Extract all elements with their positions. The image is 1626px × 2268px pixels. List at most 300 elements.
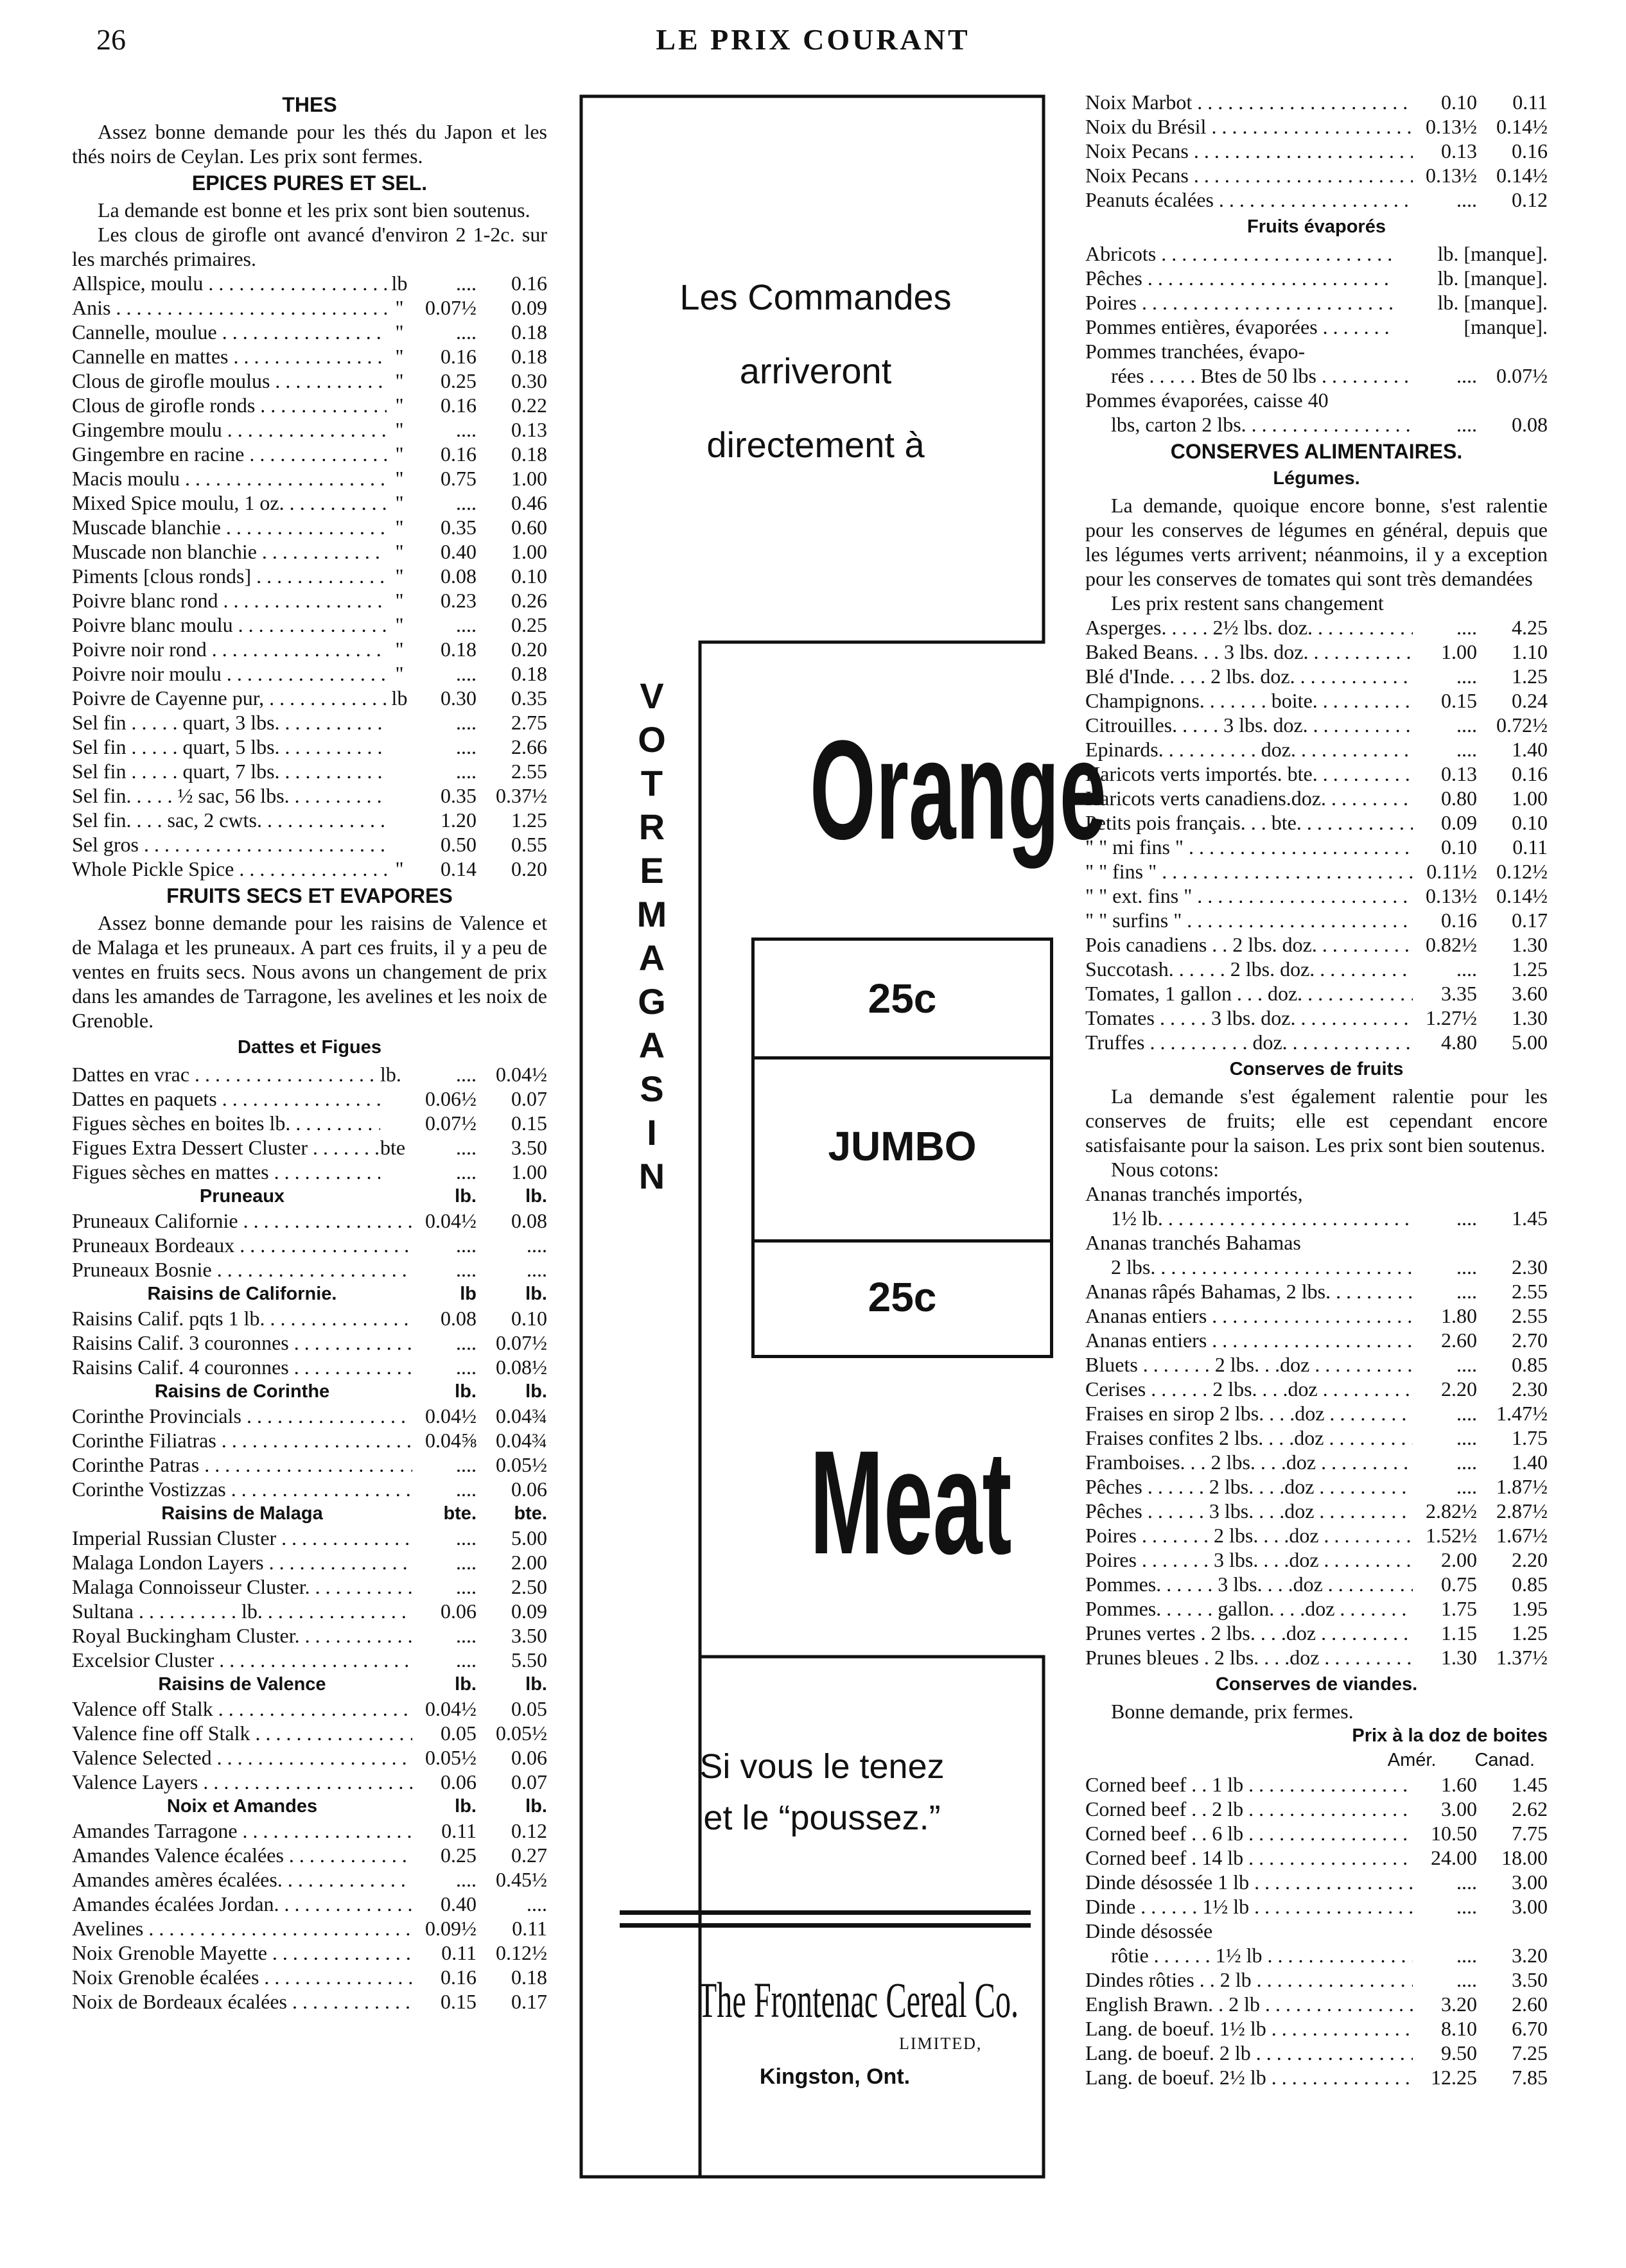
- price-value: 8.10: [1441, 2017, 1477, 2040]
- unit: lb: [391, 686, 408, 710]
- price-value: 1.00: [1512, 787, 1548, 810]
- price-value: 0.37½: [496, 784, 547, 807]
- price-value: 0.85: [1512, 1573, 1548, 1596]
- price-row: [1085, 1845, 1548, 1870]
- price-value: ....: [456, 662, 476, 685]
- item-name: Noix Pecans . . .: [1085, 163, 1413, 188]
- price-list: [1085, 1967, 1548, 2089]
- ad-rule: [620, 1910, 1031, 1915]
- price-list: [1085, 1772, 1548, 1919]
- price-row: [1085, 1894, 1548, 1919]
- item-name: Figues sèches en mattes . . .: [72, 1160, 380, 1184]
- item-name: Pommes entières, évaporées . . .: [1085, 315, 1394, 339]
- price-value: 0.25: [511, 613, 547, 636]
- price-value: 2.55: [1512, 1280, 1548, 1303]
- price-value: 1.30: [1441, 1646, 1477, 1669]
- price-line: Dinde désossée: [1085, 1919, 1213, 1942]
- price-row: [1085, 1523, 1548, 1548]
- price-value: 4.80: [1441, 1031, 1477, 1054]
- price-value: 0.27: [511, 1844, 547, 1867]
- section-text: Bonne demande, prix fermes.: [1111, 1700, 1354, 1723]
- item-name: Whole Pickle Spice . . .: [72, 857, 387, 881]
- section-text: La demande, quoique encore bonne, s'est ralentie pour les conserves de légumes en général, depuis que les légumes verts arrivent; néanmoins, il y a exception pour les conserves de tomates qui sont très demandées: [1085, 494, 1548, 590]
- price-value: ....: [1456, 616, 1477, 639]
- item-name: Framboises. . . 2 lbs. . . .doz . . .: [1085, 1450, 1413, 1474]
- price-value: 0.16: [511, 272, 547, 295]
- price-value: ....: [456, 1868, 476, 1891]
- item-name: Pruneaux Bordeaux . . .: [72, 1233, 412, 1257]
- unit: ": [395, 491, 404, 514]
- price-value: 0.16: [441, 345, 476, 368]
- price-row: rées . . . . . Btes de 50 lbs . . . .... 0.07½: [1085, 363, 1548, 388]
- price-value: 7.75: [1512, 1822, 1548, 1845]
- price-value: 1.25: [511, 808, 547, 832]
- price-value: 0.10: [511, 564, 547, 588]
- price-value: ....: [456, 491, 476, 514]
- price-value: 1.75: [1512, 1426, 1548, 1449]
- item-name: Imperial Russian Cluster . . .: [72, 1526, 412, 1550]
- ad-vertical-letter: E: [640, 850, 664, 891]
- price-value: 2.87½: [1496, 1499, 1548, 1522]
- unit: ": [395, 296, 404, 319]
- item-name: Haricots verts canadiens.doz. . . .: [1085, 786, 1413, 810]
- price-value: 0.12: [511, 1819, 547, 1842]
- price-row: [1085, 1499, 1548, 1523]
- price-value: ....: [456, 1648, 476, 1671]
- page-number: 26: [96, 23, 126, 56]
- item-name: Lang. de boeuf. 2½ lb . . .: [1085, 2065, 1413, 2089]
- price-value: 2.30: [1512, 1377, 1548, 1400]
- item-name: Anis . . .: [72, 295, 387, 320]
- price-value: 2.70: [1512, 1329, 1548, 1352]
- price-list: [1085, 90, 1548, 212]
- price-value: 1.40: [1512, 1451, 1548, 1474]
- item-name: Petits pois français. . . bte. . . .: [1085, 810, 1413, 835]
- price-row: [1085, 1645, 1548, 1670]
- price-value: ....: [1456, 188, 1477, 211]
- item-name: Truffes . . . . . . . . . . doz. . . .: [1085, 1030, 1413, 1054]
- item-name: Pommes. . . . . . gallon. . . .doz . . .: [1085, 1596, 1413, 1621]
- item-name: Corinthe Vostizzas . . .: [72, 1477, 412, 1501]
- price-value: 1.25: [1512, 665, 1548, 688]
- price-value: 1.52½: [1426, 1524, 1477, 1547]
- item-name: Corinthe Patras . . .: [72, 1452, 412, 1477]
- price-value: 1.75: [1441, 1597, 1477, 1620]
- price-value: 0.46: [511, 491, 547, 514]
- ad-tagline-2: et le “poussez.”: [703, 1799, 941, 1837]
- price-row: [1085, 2041, 1548, 2065]
- price-value: 2.20: [1512, 1548, 1548, 1571]
- price-value: 0.13: [1441, 762, 1477, 785]
- item-name: Gingembre moulu . . .: [72, 417, 387, 442]
- price-row: [1085, 1304, 1548, 1328]
- price-value: 0.10: [511, 1307, 547, 1330]
- price-value: 0.18: [441, 638, 476, 661]
- price-value: 1.67½: [1496, 1524, 1548, 1547]
- price-value: ....: [1456, 1280, 1477, 1303]
- price-value: 0.35: [511, 686, 547, 710]
- price-value: ....: [456, 735, 476, 758]
- price-value: 0.23: [441, 589, 476, 612]
- item-name: Pêches . . .: [1085, 266, 1394, 290]
- price-value: 12.25: [1431, 2066, 1477, 2089]
- item-name: Noix Marbot . . .: [1085, 90, 1413, 114]
- ad-company-name: The Frontenac Cereal Co.: [697, 1972, 1019, 2028]
- price-row: [1085, 1352, 1548, 1377]
- price-value: 0.13: [511, 418, 547, 441]
- item-name: Poivre noir rond . . .: [72, 637, 387, 661]
- price-value: 0.24: [1512, 689, 1548, 712]
- item-name: Baked Beans. . . 3 lbs. doz. . . .: [1085, 640, 1413, 664]
- price-row: [1085, 713, 1548, 737]
- price-value: 0.14½: [1496, 884, 1548, 907]
- item-name: Piments [clous ronds] . . .: [72, 564, 387, 588]
- price-value: 1.60: [1441, 1773, 1477, 1796]
- price-value: 1.00: [511, 1160, 547, 1183]
- item-name: Dattes en vrac . . .: [72, 1062, 380, 1086]
- price-value: 3.00: [1441, 1797, 1477, 1820]
- price-value: 0.75: [441, 467, 476, 490]
- subsection-heading: Raisins de Malaga bte. bte.: [161, 1503, 547, 1524]
- price-value: 2.20: [1441, 1377, 1477, 1400]
- price-value: ....: [456, 1453, 476, 1476]
- price-row: [1085, 1797, 1548, 1821]
- price-value: 0.18: [511, 345, 547, 368]
- price-value: 1.95: [1512, 1597, 1548, 1620]
- item-name: Malaga London Layers . . .: [72, 1550, 412, 1575]
- item-name: Figues sèches en boites lb. . . .: [72, 1111, 380, 1135]
- price-row: [1085, 290, 1548, 315]
- price-value: ....: [456, 1234, 476, 1257]
- price-value: 0.12½: [496, 1941, 547, 1964]
- price-value: 0.09: [511, 1600, 547, 1623]
- price-value: ....: [1456, 738, 1477, 761]
- price-row: [1085, 908, 1548, 932]
- ad-vertical-letter: N: [638, 1156, 665, 1196]
- section-heading: CONSERVES ALIMENTAIRES.: [1170, 440, 1463, 463]
- price-value: ....: [1456, 1353, 1477, 1376]
- price-value: 2.60: [1512, 1993, 1548, 2016]
- price-value: ....: [456, 1624, 476, 1647]
- price-value: lb. [manque].: [1437, 291, 1548, 314]
- price-value: 0.17: [1512, 909, 1548, 932]
- price-value: 2.00: [1441, 1548, 1477, 1571]
- price-value: 0.72½: [1496, 713, 1548, 737]
- item-name: Macis moulu . . .: [72, 466, 387, 491]
- item-name: Muscade non blanchie . . .: [72, 539, 387, 564]
- item-name: Noix Pecans . . .: [1085, 139, 1413, 163]
- price-value: ....: [1456, 1968, 1477, 1991]
- price-row: 2 lbs. . . . .... 2.30: [1085, 1255, 1548, 1279]
- price-value: 0.40: [441, 1892, 476, 1915]
- price-value: 1.15: [1441, 1621, 1477, 1644]
- item-name: Sel fin. . . . sac, 2 cwts. . . .: [72, 808, 387, 832]
- price-value: 2.55: [511, 760, 547, 783]
- price-value: 0.06½: [425, 1087, 476, 1110]
- unit: ": [395, 638, 404, 661]
- price-row: [1085, 2016, 1548, 2041]
- item-name: " " surfins " . . .: [1085, 908, 1413, 932]
- price-value: 0.14: [441, 857, 476, 880]
- price-row: [1085, 737, 1548, 762]
- price-row: [1085, 640, 1548, 664]
- item-name: Lang. de boeuf. 1½ lb . . .: [1085, 2016, 1413, 2041]
- unit: ": [395, 369, 404, 392]
- price-row: [1085, 114, 1548, 139]
- price-value: 0.05: [441, 1722, 476, 1745]
- price-value: ....: [1456, 1451, 1477, 1474]
- ad-line-2: arriveront: [739, 351, 892, 391]
- price-list: [1085, 241, 1548, 339]
- unit: ": [395, 540, 404, 563]
- unit: bte: [380, 1136, 406, 1159]
- price-value: 0.20: [511, 857, 547, 880]
- price-value: 0.35: [441, 516, 476, 539]
- price-value: 1.00: [511, 467, 547, 490]
- item-name: " " ext. fins " . . .: [1085, 884, 1413, 908]
- item-name: Blé d'Inde. . . . 2 lbs. doz. . . .: [1085, 664, 1413, 688]
- ad-line-3: directement à: [706, 424, 925, 465]
- price-row: [1085, 762, 1548, 786]
- price-row: [1085, 688, 1548, 713]
- ad-vertical-letter: M: [636, 894, 667, 934]
- price-line: Pommes tranchées, évapo-: [1085, 340, 1306, 363]
- item-name: Haricots verts importés. bte. . . .: [1085, 762, 1413, 786]
- price-value: 1.25: [1512, 1621, 1548, 1644]
- price-value: 1.00: [511, 540, 547, 563]
- ad-vertical-letter: V: [640, 676, 664, 716]
- unit: ": [395, 564, 404, 588]
- price-value: ....: [456, 613, 476, 636]
- price-value: ....: [1456, 665, 1477, 688]
- section-text: Les prix restent sans changement: [1111, 591, 1384, 615]
- subsection-heading: Conserves de viandes.: [1215, 1674, 1418, 1695]
- price-value: ....: [1456, 1402, 1477, 1425]
- price-value: 1.25: [1512, 957, 1548, 981]
- price-value: 0.11: [441, 1941, 476, 1964]
- price-value: 1.80: [1441, 1304, 1477, 1327]
- price-row: [1085, 188, 1548, 212]
- price-value: 3.00: [1512, 1871, 1548, 1894]
- price-value: 5.00: [1512, 1031, 1548, 1054]
- item-name: Corned beef . . 2 lb . . .: [1085, 1797, 1413, 1821]
- price-value: 0.06: [441, 1770, 476, 1793]
- price-value: 5.00: [511, 1526, 547, 1549]
- item-name: Cannelle en mattes . . .: [72, 344, 387, 369]
- price-value: 0.04½: [425, 1209, 476, 1232]
- item-name: Corinthe Provincials . . .: [72, 1404, 412, 1428]
- ad-vertical-letter: O: [638, 719, 666, 760]
- item-name: Raisins Calif. pqts 1 lb. . . .: [72, 1306, 412, 1330]
- price-value: 0.18: [511, 442, 547, 466]
- item-name: Noix Grenoble Mayette . . .: [72, 1941, 412, 1965]
- price-value: 3.00: [1512, 1895, 1548, 1918]
- ad-vertical-letter: I: [647, 1112, 657, 1153]
- unit: ": [395, 662, 404, 685]
- price-row: rôtie . . . . . . 1½ lb . . . .... 3.20: [1085, 1943, 1548, 1967]
- price-value: 1.37½: [1496, 1646, 1548, 1669]
- item-name: Noix Grenoble écalées . . .: [72, 1965, 412, 1989]
- price-value: 0.07: [511, 1087, 547, 1110]
- price-value: ....: [456, 1331, 476, 1354]
- section-text: La demande s'est également ralentie pour les conserves de fruits; elle est cependant encore satisfaisante pour la saison. Les prix sont bien soutenus.: [1085, 1085, 1548, 1156]
- item-name: Bluets . . . . . . . 2 lbs. . .doz . . .: [1085, 1352, 1413, 1377]
- price-value: ....: [456, 1356, 476, 1379]
- price-value: ....: [1456, 1895, 1477, 1918]
- item-name: Peanuts écalées . . .: [1085, 188, 1413, 212]
- ad-vertical-letter: G: [638, 981, 666, 1022]
- price-value: 9.50: [1441, 2041, 1477, 2064]
- item-name: Allspice, moulu . . .: [72, 271, 387, 295]
- price-value: ....: [1456, 1871, 1477, 1894]
- item-name: Dindes rôties . . 2 lb . . .: [1085, 1967, 1413, 1992]
- right-column: [1085, 90, 1548, 2089]
- item-name: Corinthe Filiatras . . .: [72, 1428, 412, 1452]
- ad-vertical-text: [633, 674, 671, 1198]
- item-name: Pruneaux Californie . . .: [72, 1208, 412, 1233]
- price-value: 0.08½: [496, 1356, 547, 1379]
- price-value: 0.05½: [496, 1722, 547, 1745]
- item-name: Valence off Stalk . . .: [72, 1697, 412, 1721]
- item-name: Valence Selected . . .: [72, 1745, 412, 1770]
- price-row: [1085, 884, 1548, 908]
- price-line: Ananas tranchés Bahamas: [1085, 1231, 1301, 1254]
- item-name: " " fins " . . .: [1085, 859, 1413, 884]
- price-value: 0.04½: [425, 1404, 476, 1427]
- price-value: 0.07: [511, 1770, 547, 1793]
- item-name: Poivre de Cayenne pur, . . .: [72, 686, 387, 710]
- price-value: 0.45½: [496, 1868, 547, 1891]
- price-value: 0.16: [441, 442, 476, 466]
- item-name: Pêches . . . . . . 2 lbs. . . .doz . . .: [1085, 1474, 1413, 1499]
- unit: ": [395, 320, 404, 344]
- price-value: 0.30: [441, 686, 476, 710]
- unit: ": [395, 394, 404, 417]
- ad-vertical-letter: R: [638, 807, 665, 847]
- price-value: ....: [1456, 957, 1477, 981]
- item-name: Pommes. . . . . . 3 lbs. . . .doz . . .: [1085, 1572, 1413, 1596]
- section-text: Les clous de girofle ont avancé d'environ 2 1-2c. sur les marchés primaires.: [72, 223, 547, 270]
- price-value: 0.15: [441, 1990, 476, 2013]
- price-value: 3.35: [1441, 982, 1477, 1005]
- price-row: [1085, 1572, 1548, 1596]
- price-value: 0.11: [1512, 835, 1548, 859]
- price-row: [1085, 266, 1548, 290]
- ad-city: Kingston, Ont.: [759, 2064, 911, 2089]
- price-value: 2.50: [511, 1575, 547, 1598]
- item-name: Sel fin. . . . . ½ sac, 56 lbs. . . .: [72, 783, 387, 808]
- price-value: 0.25: [441, 369, 476, 392]
- price-value: 0.04¾: [496, 1429, 547, 1452]
- ad-line-1: Les Commandes: [679, 277, 952, 317]
- price-value: ....: [456, 711, 476, 734]
- price-value: 3.50: [511, 1136, 547, 1159]
- section-text: Nous cotons:: [1111, 1158, 1219, 1181]
- unit: ": [395, 613, 404, 636]
- price-value: 2.60: [1441, 1329, 1477, 1352]
- section-heading: EPICES PURES ET SEL.: [191, 171, 428, 195]
- item-name: Corned beef . . 1 lb . . .: [1085, 1772, 1413, 1797]
- price-value: 0.07½: [425, 1112, 476, 1135]
- unit: ": [395, 345, 404, 368]
- ad-vertical-letter: A: [638, 1025, 665, 1065]
- price-row: [1085, 1030, 1548, 1054]
- item-name: Tomates . . . . . 3 lbs. doz. . . .: [1085, 1006, 1413, 1030]
- price-value: ....: [456, 1136, 476, 1159]
- price-value: 0.08: [441, 1307, 476, 1330]
- item-name: Poivre blanc moulu . . .: [72, 613, 387, 637]
- price-value: ....: [527, 1892, 547, 1915]
- price-value: 0.55: [511, 833, 547, 856]
- price-row: [1085, 615, 1548, 640]
- price-row: [1085, 1621, 1548, 1645]
- price-row: [1085, 1548, 1548, 1572]
- item-name: Excelsior Cluster . . .: [72, 1648, 412, 1672]
- price-row: [1085, 1967, 1548, 1992]
- price-row: [1085, 315, 1548, 339]
- price-row: 1½ lb. . . . .... 1.45: [1085, 1206, 1548, 1230]
- price-value: 2.00: [511, 1551, 547, 1574]
- price-value: 0.18: [511, 1966, 547, 1989]
- item-name: Sel gros . . .: [72, 832, 387, 857]
- price-row: [1085, 1474, 1548, 1499]
- price-value: 0.10: [1512, 811, 1548, 834]
- unit: ": [395, 589, 404, 612]
- column-subheader: Amér. Canad.: [1387, 1750, 1535, 1770]
- price-value: 0.05½: [425, 1746, 476, 1769]
- price-row: [1085, 1596, 1548, 1621]
- price-value: ....: [456, 1526, 476, 1549]
- ad-box-price-1: 25c: [751, 938, 1053, 1060]
- unit: ": [395, 442, 404, 466]
- item-name: Citrouilles. . . . . 3 lbs. doz. . . .: [1085, 713, 1413, 737]
- price-value: 0.17: [511, 1990, 547, 2013]
- price-value: ....: [456, 1258, 476, 1281]
- item-name: Amandes écalées Jordan. . . .: [72, 1892, 412, 1916]
- price-value: 1.00: [1441, 640, 1477, 663]
- price-line: Pommes évaporées, caisse 40: [1085, 388, 1329, 412]
- price-value: 1.30: [1512, 1006, 1548, 1029]
- price-value: 0.12½: [1496, 860, 1548, 883]
- price-row: [1085, 1992, 1548, 2016]
- item-name: Amandes Tarragone . . .: [72, 1819, 412, 1843]
- price-value: 2.75: [511, 711, 547, 734]
- price-value: 0.16: [441, 1966, 476, 1989]
- subsection-heading: Raisins de Californie. lb lb.: [147, 1284, 547, 1304]
- price-value: 0.04½: [496, 1063, 547, 1086]
- price-value: ....: [456, 1551, 476, 1574]
- unit: ": [395, 418, 404, 441]
- section-heading: THES: [282, 93, 337, 116]
- price-row: [1085, 1401, 1548, 1426]
- price-value: [manque].: [1464, 315, 1548, 338]
- price-row: [1085, 835, 1548, 859]
- section-text: Assez bonne demande pour les raisins de Valence et de Malaga et les pruneaux. A part ces fruits, il y a peu de ventes en fruits secs. Nous avons un changement de prix dans les amandes de Tarragone, les avelines et les noix de Grenoble.: [72, 911, 547, 1032]
- item-name: Dinde désossée 1 lb . . .: [1085, 1870, 1413, 1894]
- item-name: Ananas entiers . . .: [1085, 1328, 1413, 1352]
- price-value: 0.14½: [1496, 115, 1548, 138]
- price-value: 0.13½: [1426, 884, 1477, 907]
- price-value: 0.75: [1441, 1573, 1477, 1596]
- price-row: [1085, 1279, 1548, 1304]
- item-name: Raisins Calif. 4 couronnes . . .: [72, 1355, 412, 1379]
- price-value: 0.09: [1441, 811, 1477, 834]
- price-value: 7.85: [1512, 2066, 1548, 2089]
- item-name: Raisins Calif. 3 couronnes . . .: [72, 1330, 412, 1355]
- ad-limited: LIMITED,: [899, 2034, 983, 2053]
- price-row: [1085, 2065, 1548, 2089]
- price-value: 3.60: [1512, 982, 1548, 1005]
